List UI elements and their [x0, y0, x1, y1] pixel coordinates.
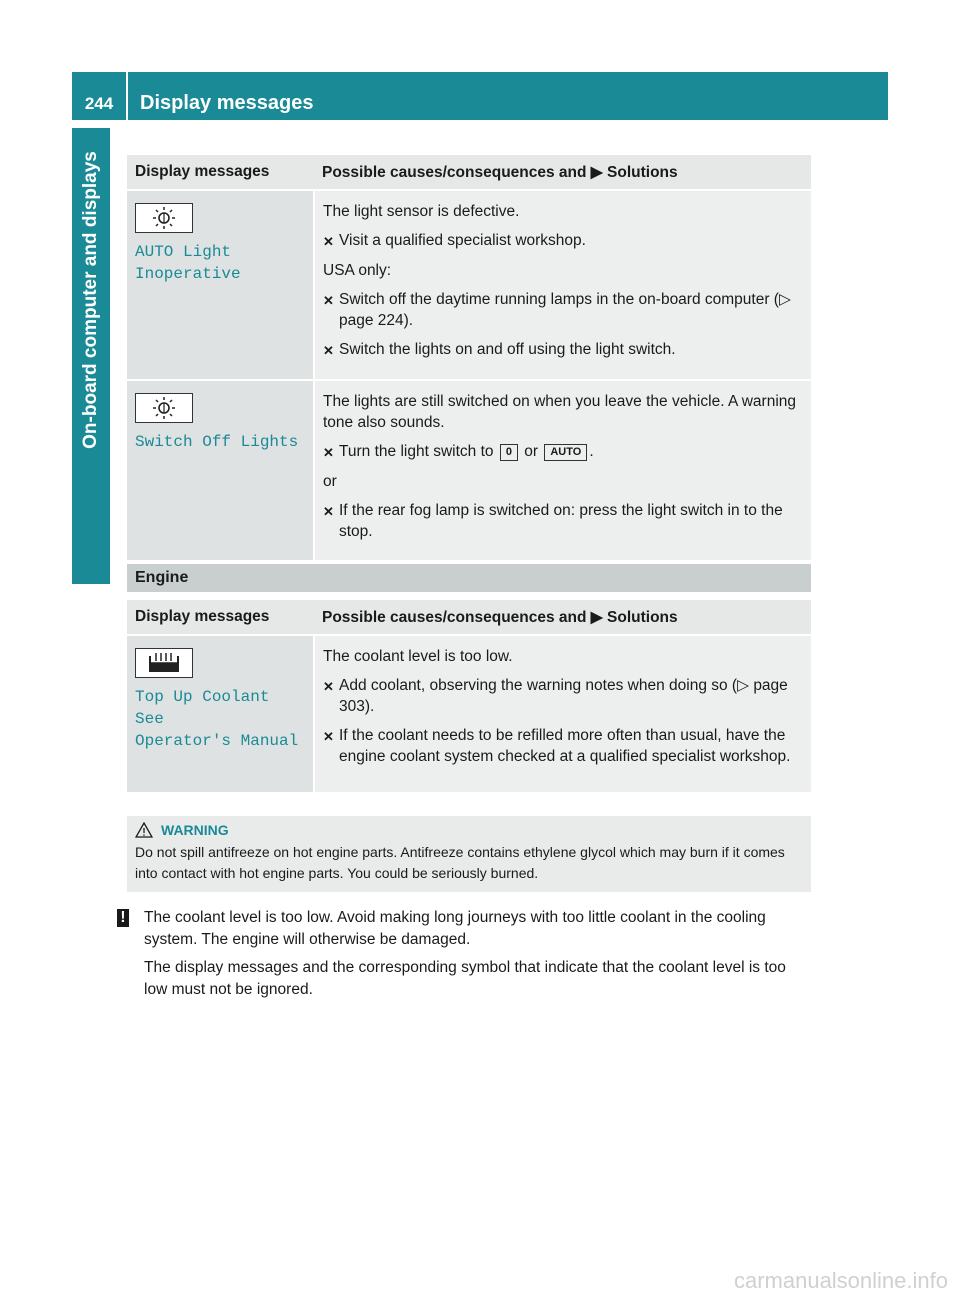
side-tab-block	[72, 540, 110, 584]
table-header-row	[127, 155, 811, 190]
cause-text: The light sensor is defective.	[323, 203, 520, 220]
header-divider	[126, 72, 128, 120]
light-sensor-icon	[135, 203, 193, 233]
display-message-text: Switch Off Lights	[135, 433, 299, 451]
warning-triangle-icon	[135, 822, 153, 838]
light-switch-off-symbol: 0	[500, 444, 518, 461]
step-marker-icon: ✕	[323, 679, 334, 694]
watermark: carmanualsonline.info	[733, 1268, 948, 1293]
solution-step: ✕ Visit a qualified specialist workshop.	[323, 230, 803, 252]
table-row	[127, 190, 811, 380]
col-header-causes: Possible causes/consequences and ▶ Solutions	[314, 155, 811, 190]
col-header-messages: Display messages	[127, 600, 314, 635]
engine-messages-table	[127, 600, 811, 794]
page-title: Display messages	[140, 92, 314, 114]
page-number: 244	[72, 72, 126, 120]
light-sensor-icon	[135, 393, 193, 423]
arrow-right-icon: ▶	[590, 608, 603, 626]
causes-cell	[314, 380, 811, 561]
or-text: or	[323, 473, 337, 490]
cause-text: The lights are still switched on when you leave the vehicle. A warning tone also sounds.	[323, 393, 797, 431]
table-row	[127, 380, 811, 561]
solution-step: ✕ If the rear fog lamp is switched on: press the light switch in to the stop.	[323, 502, 783, 540]
col-header-causes: Possible causes/consequences and ▶ Solutions	[314, 600, 811, 635]
cause-text: USA only:	[323, 262, 392, 279]
solution-step: ✕ Switch the lights on and off using the light switch.	[323, 339, 803, 361]
solution-step: ✕ Switch off the daytime running lamps in the on-board computer (▷ page 224).	[323, 291, 791, 329]
warning-box	[127, 816, 811, 892]
section-heading-engine: Engine	[127, 564, 811, 592]
step-marker-icon: ✕	[323, 445, 334, 460]
message-cell	[127, 190, 314, 380]
display-message-text: AUTO Light Inoperative	[135, 243, 241, 283]
warning-text: Do not spill antifreeze on hot engine parts. Antifreeze contains ethylene glycol which may burn if it comes into contact with hot engine parts. You could be seriously burned.	[135, 844, 785, 881]
note-paragraph: The display messages and the corresponding symbol that indicate that the coolant level is too low must not be ignored.	[144, 959, 786, 998]
note-paragraph: The coolant level is too low. Avoid making long journeys with too little coolant in the cooling system. The engine will otherwise be damaged.	[144, 909, 766, 948]
exclamation-icon: !	[117, 907, 144, 957]
solution-step: ✕ Add coolant, observing the warning notes when doing so (▷ page 303).	[323, 677, 788, 715]
table-row	[127, 635, 811, 793]
lighting-messages-table	[127, 155, 811, 562]
message-cell	[127, 380, 314, 561]
light-switch-auto-symbol: AUTO	[544, 444, 587, 461]
warning-heading: WARNING	[135, 822, 803, 838]
solution-step: ✕ Turn the light switch to 0 or AUTO .	[323, 441, 803, 463]
side-tab-label: On-board computer and displays	[80, 151, 101, 449]
col-header-messages: Display messages	[127, 155, 314, 190]
step-marker-icon: ✕	[323, 504, 334, 519]
solution-step: ✕ If the coolant needs to be refilled more often than usual, have the engine coolant system checked at a qualified specialist workshop.	[323, 727, 791, 765]
arrow-right-icon: ▶	[590, 163, 603, 181]
message-cell	[127, 635, 314, 793]
step-marker-icon: ✕	[323, 234, 334, 249]
step-marker-icon: ✕	[323, 343, 334, 358]
cause-text: The coolant level is too low.	[323, 648, 513, 665]
step-marker-icon: ✕	[323, 729, 334, 744]
causes-cell	[314, 635, 811, 793]
causes-cell	[314, 190, 811, 380]
table-header-row	[127, 600, 811, 635]
note-block	[117, 907, 813, 1007]
coolant-level-icon	[135, 648, 193, 678]
step-marker-icon: ✕	[323, 293, 334, 308]
display-message-text: Top Up Coolant See Operator's Manual	[135, 688, 299, 750]
